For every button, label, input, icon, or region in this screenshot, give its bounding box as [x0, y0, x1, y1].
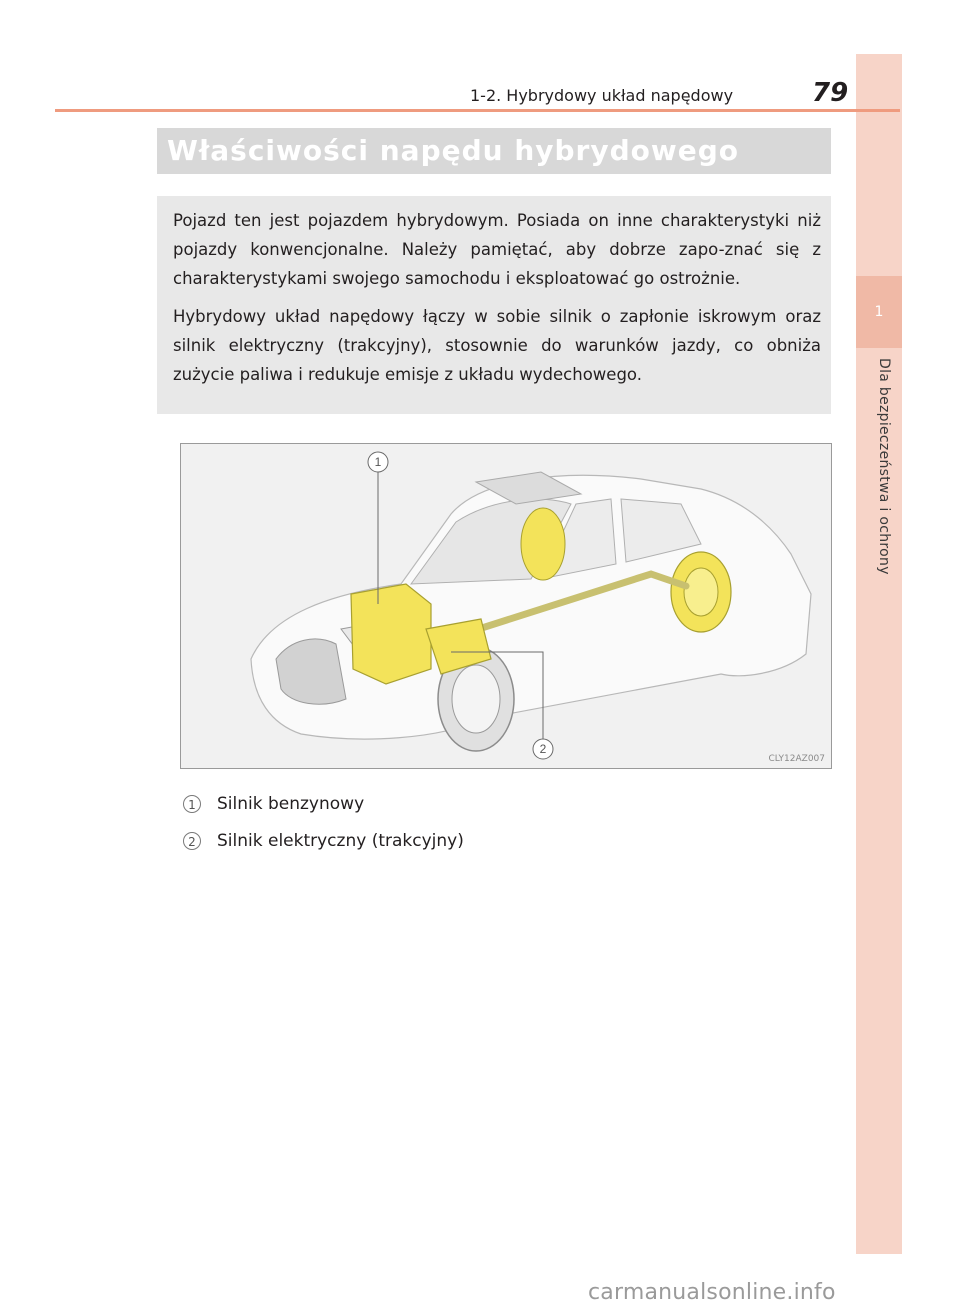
chapter-side-tab — [856, 54, 902, 1254]
rear-wheel-rim — [684, 568, 718, 616]
chapter-number: 1 — [856, 276, 902, 348]
car-cutaway-illustration — [181, 444, 831, 768]
callout-2-number: 2 — [539, 742, 547, 756]
front-grille — [276, 639, 346, 704]
gasoline-engine — [351, 584, 431, 684]
intro-paragraph-2: Hybrydowy układ napędowy łączy w sobie silnik o zapłonie iskrowym oraz silnik elektryczny (trakcyjny), stosownie do warunków jazdy, co obniża zużycie paliwa i redukuje emisje z układu wydechowego. — [173, 307, 821, 384]
page-number: 79 — [812, 78, 849, 108]
header-section-title: 1-2. Hybrydowy układ napędowy — [470, 86, 734, 105]
watermark: carmanualsonline.info — [588, 1280, 836, 1305]
legend-item-2 — [183, 831, 464, 851]
legend-label: Silnik benzynowy — [217, 794, 365, 814]
front-wheel-rim — [452, 665, 500, 733]
legend-label: Silnik elektryczny (trakcyjny) — [217, 831, 464, 851]
figure-code: CLY12AZ007 — [768, 754, 825, 764]
intro-box — [157, 196, 831, 414]
hybrid-car-figure — [180, 443, 832, 769]
legend-number: 2 — [183, 832, 201, 850]
legend-item-1 — [183, 794, 364, 814]
header-divider — [55, 109, 900, 112]
intro-paragraph-1: Pojazd ten jest pojazdem hybrydowym. Posiada on inne charakterystyki niż pojazdy konwencjonalne. Należy pamiętać, aby dobrze zapo-znać się z charakterystykami swojego samochodu i eksploatować go ostrożnie. — [173, 211, 821, 288]
section-title-bar — [157, 128, 831, 174]
chapter-label: Dla bezpieczeństwa i ochrony — [876, 358, 892, 575]
rear-wheel-left — [521, 508, 565, 580]
page-title: Właściwości napędu hybrydowego — [167, 134, 740, 167]
callout-1-number: 1 — [374, 455, 382, 469]
legend-number: 1 — [183, 795, 201, 813]
